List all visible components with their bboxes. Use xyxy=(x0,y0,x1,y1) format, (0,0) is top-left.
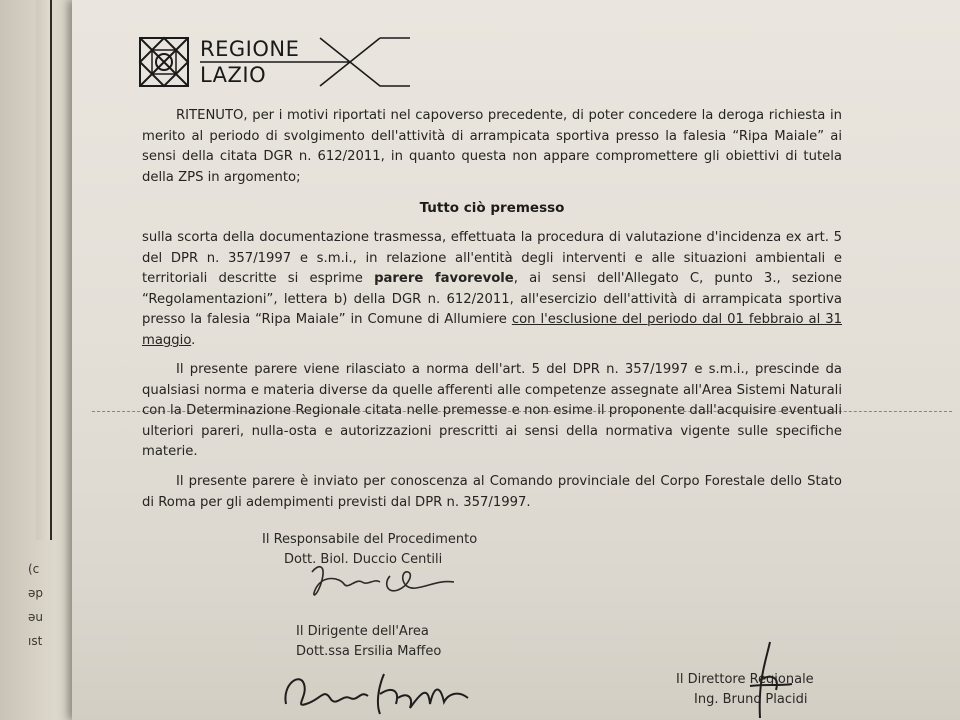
signature-name: Ing. Bruno Placidi xyxy=(694,692,808,707)
signature-name: Dott.ssa Ersilia Maffeo xyxy=(296,644,442,659)
underlying-text-fragment: (c xyxy=(28,562,40,576)
paragraph-rilascio-text: Il presente parere viene rilasciato a norma dell'art. 5 del DPR n. 357/1997 e s.m.i., prescinde da qualsiasi norma e materia diverse da quelle afferenti alle competenze assegnate all'Area Sistemi Naturali con la Determinazione Regionale citata nelle premesse e non esime il proponente dall'acquisire eventuali ulteriori pareri, nulla-osta e autorizzazioni prescritti ai sensi della normativa vigente sulle specifiche materie. xyxy=(142,362,842,460)
paragraph-ritenuto-text: RITENUTO, per i motivi riportati nel capoverso precedente, di poter concedere la deroga richiesta in merito al periodo di svolgimento dell'attività di arrampicata sportiva presso la falesia “Ripa Maiale” ai sensi della citata DGR n. 612/2011, in quanto questa non appare compromettere gli obiettivi di tutela della ZPS in argomento; xyxy=(142,108,842,185)
underlying-text-fragment: ıst xyxy=(28,634,43,648)
paragraph-parere-text-b: , ai sensi dell'Allegato C, punto 3., sezione “Regolamentazioni”, lettera b) della DGR n. 612/2011, all'esercizio dell'attività di arrampicata sportiva presso la falesia “Ripa Maiale” in Comune di Allumiere xyxy=(142,271,842,328)
parere-favorevole-bold: parere favorevole xyxy=(374,271,514,287)
underlying-text-fragment: əu xyxy=(28,610,43,624)
signature-role: Il Responsabile del Procedimento xyxy=(262,532,478,547)
paragraph-parere xyxy=(142,228,842,352)
exclusion-period-underlined: con l'esclusione del periodo dal 01 febbraio al 31 maggio xyxy=(142,312,842,348)
paragraph-parere-text-c: . xyxy=(191,332,196,348)
handwritten-signature-centili-icon xyxy=(304,560,474,604)
signature-role: Il Direttore Regionale xyxy=(676,672,814,687)
paragraph-invio-text: Il presente parere è inviato per conoscenza al Comando provinciale del Corpo Forestale dello Stato di Roma per gli adempimenti previsti dal DPR n. 357/1997. xyxy=(142,474,842,510)
logo-line-lazio: LAZIO xyxy=(200,63,267,87)
signature-name: Dott. Biol. Duccio Centili xyxy=(284,552,443,567)
handwritten-signature-placidi-icon xyxy=(740,640,800,720)
paragraph-invio xyxy=(142,472,842,513)
regione-lazio-logo xyxy=(136,34,376,94)
logo-wordmark xyxy=(200,36,299,88)
underlying-page-edge xyxy=(36,0,52,540)
section-heading: Tutto ciò premesso xyxy=(419,200,565,216)
regione-lazio-emblem-icon xyxy=(136,34,192,90)
paragraph-parere-text-a: sulla scorta della documentazione trasmessa, effettuata la procedura di valutazione d'incidenza ex art. 5 del DPR n. 357/1997 e s.m.i., in relazione all'entità degli interventi e alle situazioni ambientali e territoriali descritte si esprime xyxy=(142,230,842,287)
signature-block-dirigente xyxy=(296,622,441,662)
logo-line-regione: REGIONE xyxy=(200,37,300,61)
paragraph-ritenuto xyxy=(142,106,842,188)
underlying-text-fragment: əp xyxy=(28,586,43,600)
signature-role: Il Dirigente dell'Area xyxy=(296,624,429,639)
handwritten-signature-maffeo-icon xyxy=(280,664,480,720)
paragraph-rilascio xyxy=(142,360,842,463)
